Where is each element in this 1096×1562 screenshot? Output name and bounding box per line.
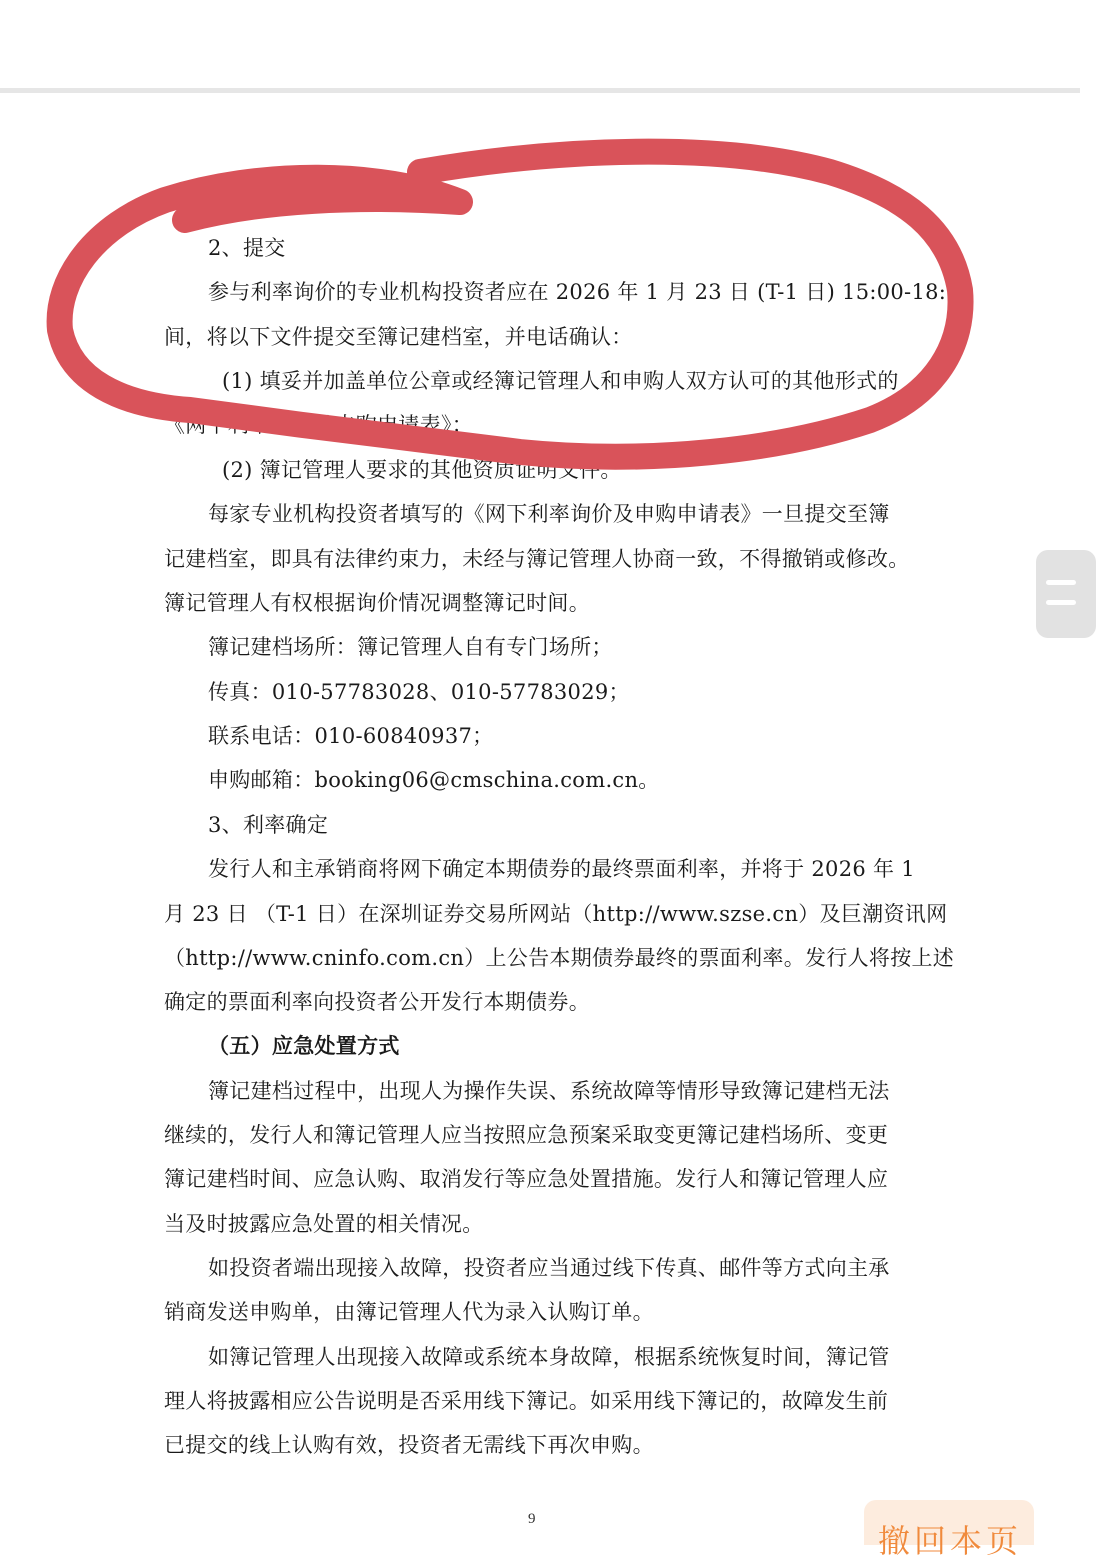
- paragraph-line: 簿记管理人有权根据询价情况调整簿记时间。: [164, 591, 590, 615]
- venue-line: 簿记建档场所：簿记管理人自有专门场所；: [208, 635, 613, 659]
- page-number: 9: [528, 1511, 536, 1527]
- paragraph-line: 如簿记管理人出现接入故障或系统本身故障，根据系统恢复时间，簿记管: [208, 1345, 890, 1369]
- undo-page-button[interactable]: [864, 1500, 1034, 1560]
- paragraph-line: （http://www.cninfo.com.cn）上公告本期债券最终的票面利率。发行人将按上述: [164, 946, 955, 970]
- section-heading-rate: 3、利率确定: [208, 813, 329, 837]
- list-item-line: 《网下利率询价及申购申请表》；: [164, 413, 473, 437]
- paragraph-line: 确定的票面利率向投资者公开发行本期债券。: [164, 990, 590, 1014]
- top-bar: [0, 0, 1080, 88]
- paragraph-line: 簿记建档时间、应急认购、取消发行等应急处置措施。发行人和簿记管理人应: [164, 1167, 889, 1191]
- paragraph-line: 每家专业机构投资者填写的《网下利率询价及申购申请表》一旦提交至簿: [208, 502, 890, 526]
- fax-line: 传真：010-57783028、010-57783029；: [208, 680, 630, 704]
- paragraph-line: 销商发送申购单，由簿记管理人代为录入认购订单。: [164, 1300, 654, 1324]
- paragraph-line: 理人将披露相应公告说明是否采用线下簿记。如采用线下簿记的，故障发生前: [164, 1389, 889, 1413]
- email-line: 申购邮箱：booking06@cmschina.com.cn。: [208, 768, 660, 792]
- paragraph-line: 当及时披露应急处置的相关情况。: [164, 1212, 484, 1236]
- list-item-line: (2) 簿记管理人要求的其他资质证明文件。: [222, 458, 622, 482]
- paragraph-line: 继续的，发行人和簿记管理人应当按照应急预案采取变更簿记建档场所、变更: [164, 1123, 889, 1147]
- paragraph-line: 参与利率询价的专业机构投资者应在 2026 年 1 月 23 日 (T-1 日) 15:00-18:00: [208, 280, 974, 304]
- paragraph-line: 间，将以下文件提交至簿记建档室，并电话确认：: [164, 325, 633, 349]
- paragraph-line: 发行人和主承销商将网下确定本期债券的最终票面利率，并将于 2026 年 1: [208, 857, 915, 881]
- paragraph-line: 已提交的线上认购有效，投资者无需线下再次申购。: [164, 1433, 654, 1457]
- phone-line: 联系电话：010-60840937；: [208, 724, 494, 748]
- list-item-line: (1) 填妥并加盖单位公章或经簿记管理人和申购人双方认可的其他形式的: [222, 369, 899, 393]
- paragraph-line: 簿记建档过程中，出现人为操作失误、系统故障等情形导致簿记建档无法: [208, 1079, 890, 1103]
- undo-page-button-label: 撤回本页: [878, 1522, 1023, 1560]
- paragraph-line: 记建档室，即具有法律约束力，未经与簿记管理人协商一致，不得撤销或修改。: [164, 547, 910, 571]
- section-heading-submit: 2、提交: [208, 236, 286, 260]
- paragraph-line: 月 23 日 （T-1 日）在深圳证券交易所网站（http://www.szse.cn）及巨潮资讯网: [164, 902, 948, 926]
- section-heading-emergency: （五）应急处置方式: [208, 1033, 400, 1058]
- paragraph-line: 如投资者端出现接入故障，投资者应当通过线下传真、邮件等方式向主承: [208, 1256, 890, 1280]
- side-drawer-handle[interactable]: [1036, 550, 1096, 638]
